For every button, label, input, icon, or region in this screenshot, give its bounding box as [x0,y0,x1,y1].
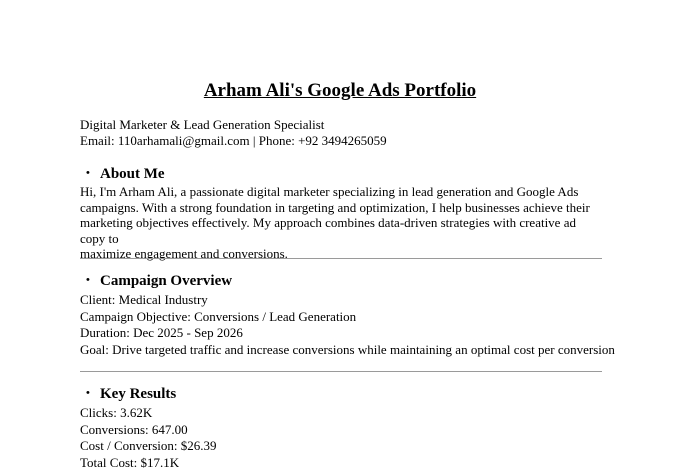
result-clicks: Clicks: 3.62K [80,405,153,420]
about-paragraph [80,184,600,262]
subtitle: Digital Marketer & Lead Generation Specialist [80,117,325,132]
page-title: Arham Ali's Google Ads Portfolio [203,80,477,101]
contact-info: Email: 110arhamali@gmail.com | Phone: +92 3494265059 [80,133,387,148]
campaign-heading [86,271,232,290]
bullet-icon: • [86,274,90,286]
result-cost-per-conversion: Cost / Conversion: $26.39 [80,438,217,453]
campaign-objective: Campaign Objective: Conversions / Lead Generation [80,309,357,324]
about-line: maximize engagement and conversions. [80,246,288,261]
campaign-duration: Duration: Dec 2025 - Sep 2026 [80,325,243,340]
results-heading [86,384,176,403]
section-divider [80,258,602,259]
results-heading-text: Key Results [100,386,177,402]
about-heading [86,164,165,183]
result-conversions: Conversions: 647.00 [80,422,188,437]
bullet-icon: • [86,387,90,399]
about-line: campaigns. With a strong foundation in targeting and optimization, I help businesses achieve their [80,199,590,215]
about-heading-text: About Me [100,166,165,182]
bullet-icon: • [86,167,90,179]
campaign-heading-text: Campaign Overview [100,273,233,289]
about-line: Hi, I'm Arham Ali, a passionate digital marketer specializing in lead generation and Google Ads [80,184,579,199]
campaign-client: Client: Medical Industry [80,292,208,307]
about-line: marketing objectives effectively. My approach combines data-driven strategies with creative ad copy to [80,215,576,246]
result-total-cost: Total Cost: $17.1K [80,455,180,470]
section-divider [80,371,602,372]
campaign-goal: Goal: Drive targeted traffic and increase conversions while maintaining an optimal cost per conversion [80,342,615,357]
